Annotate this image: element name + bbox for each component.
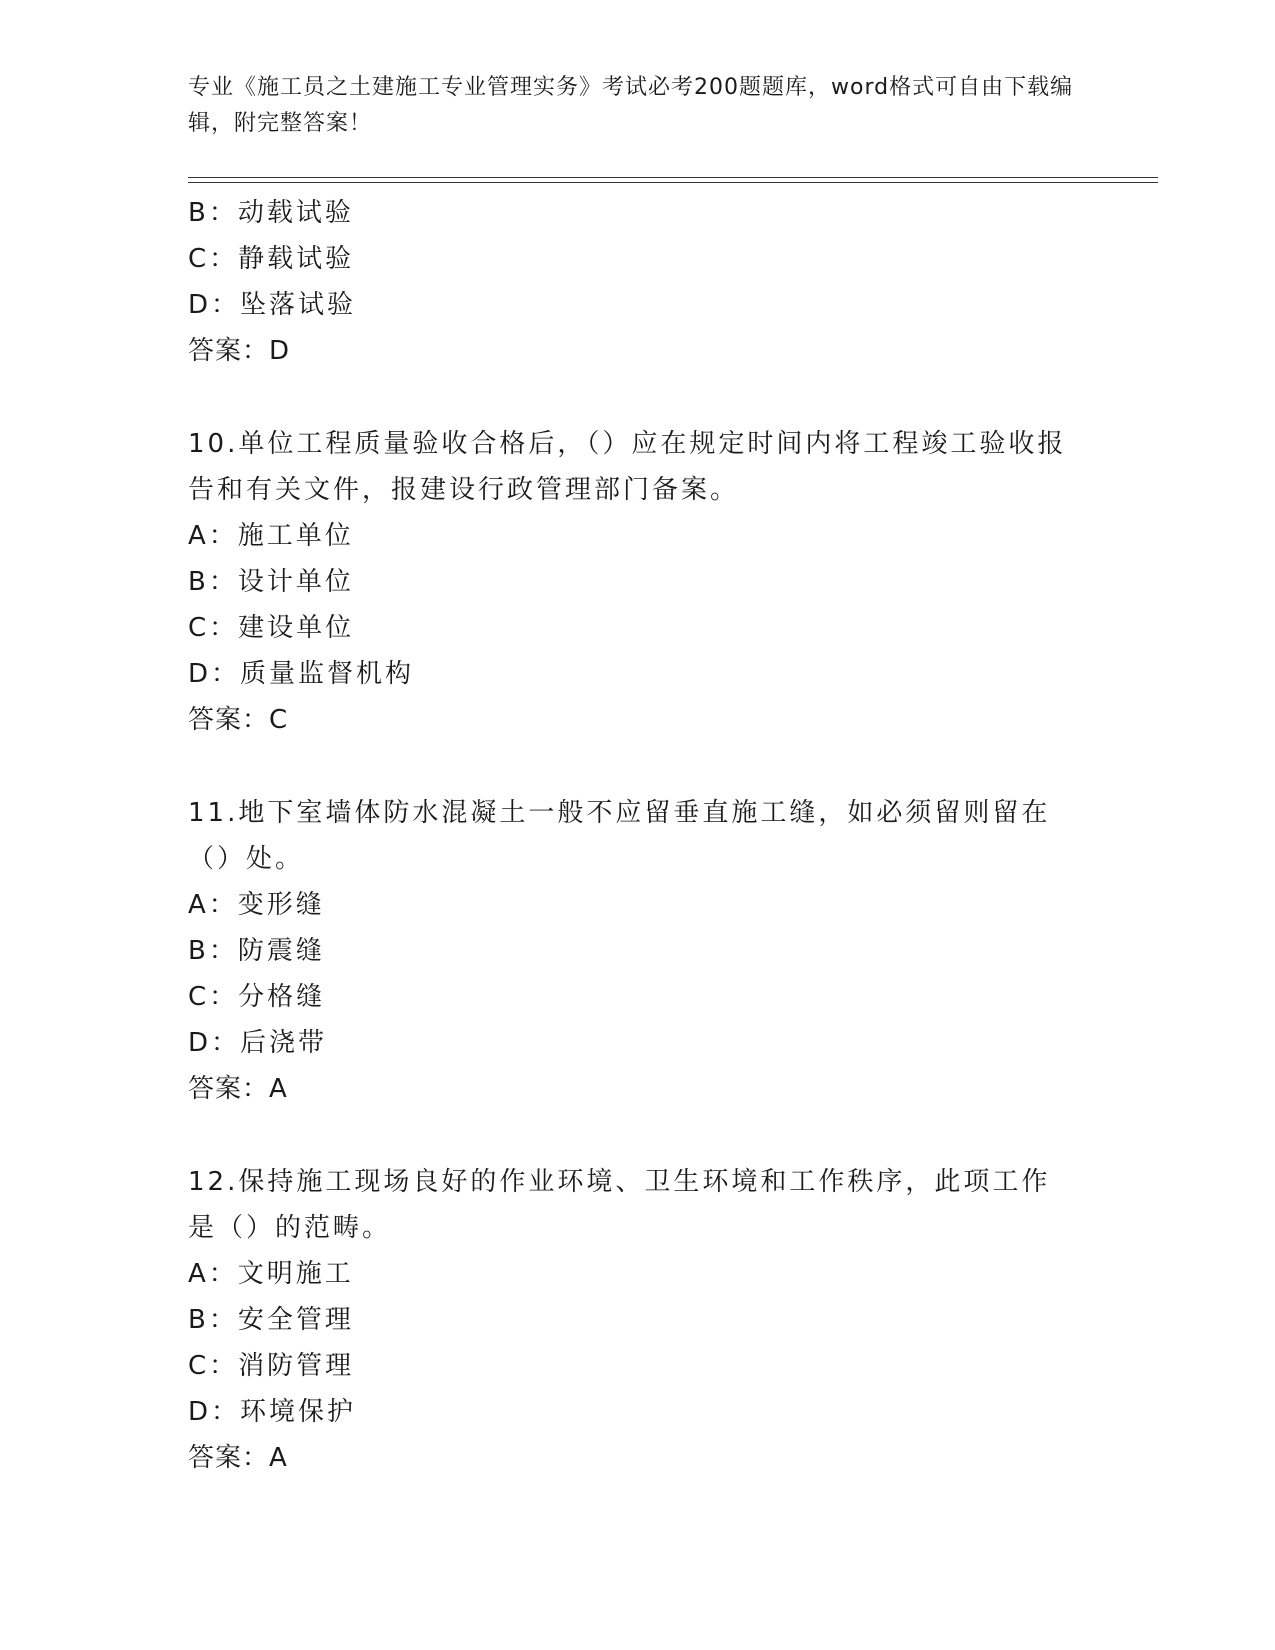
option-b: B：安全管理	[188, 1305, 354, 1335]
option-a: A：文明施工	[188, 1259, 354, 1289]
option-d: D：环境保护	[188, 1397, 357, 1427]
option-d: D：质量监督机构	[188, 659, 415, 689]
option-c: C：消防管理	[188, 1351, 355, 1381]
option-c: C：建设单位	[188, 613, 355, 643]
answer: 答案：A	[188, 1074, 288, 1104]
question-stem: 11.地下室墙体防水混凝土一般不应留垂直施工缝，如必须留则留在（）处。	[188, 798, 1051, 874]
question-stem: 10.单位工程质量验收合格后，（）应在规定时间内将工程竣工验收报告和有关文件，报建设行政管理部门备案。	[188, 429, 1067, 505]
question-11	[188, 790, 1088, 1112]
option-d: D：后浇带	[188, 1028, 328, 1058]
continued-question	[188, 190, 1088, 374]
option-d: D：坠落试验	[188, 290, 357, 320]
option-a: A：施工单位	[188, 521, 354, 551]
answer: 答案：A	[188, 1443, 288, 1473]
answer: 答案：C	[188, 705, 289, 735]
question-10	[188, 421, 1088, 743]
option-b: B：防震缝	[188, 936, 325, 966]
option-b: B：动载试验	[188, 198, 354, 228]
header-divider	[188, 177, 1158, 183]
answer: 答案：D	[188, 336, 291, 366]
question-12	[188, 1159, 1088, 1481]
option-c: C：分格缝	[188, 982, 326, 1012]
option-b: B：设计单位	[188, 567, 354, 597]
option-c: C：静载试验	[188, 244, 355, 274]
question-list	[188, 190, 1088, 1481]
option-a: A：变形缝	[188, 890, 325, 920]
question-stem: 12.保持施工现场良好的作业环境、卫生环境和工作秩序，此项工作是（）的范畴。	[188, 1167, 1051, 1243]
page-header: 专业《施工员之土建施工专业管理实务》考试必考200题题库，word格式可自由下载编辑，附完整答案！	[188, 75, 1074, 136]
